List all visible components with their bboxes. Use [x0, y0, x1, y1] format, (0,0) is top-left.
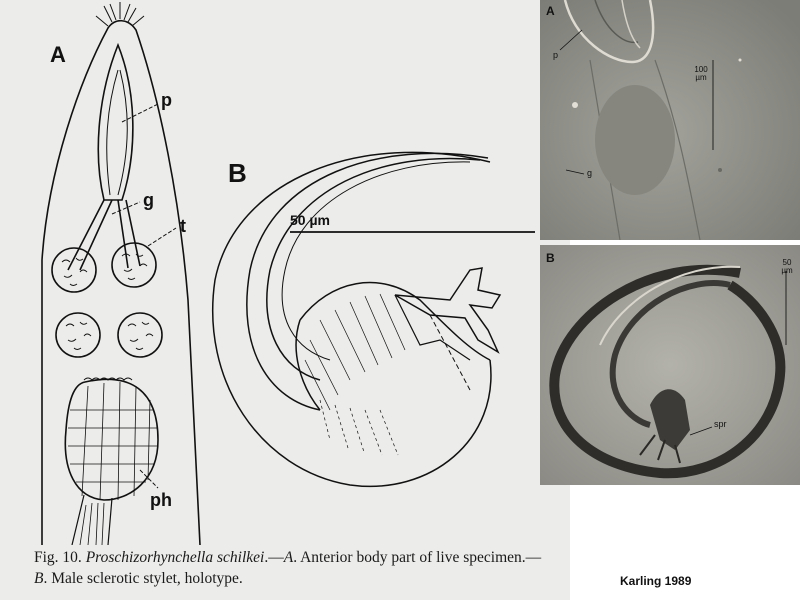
label-p-proboscis: p — [161, 90, 172, 110]
drawing-b-sclerotic-stylet — [213, 152, 535, 486]
micrograph-b-scale-label: 50 µm — [781, 258, 793, 275]
panel-a-label: A — [50, 42, 66, 67]
panel-b-label: B — [228, 158, 247, 188]
label-g-gland: g — [143, 190, 154, 210]
scale-bar-label-b: 50 µm — [290, 212, 330, 228]
micrograph-a-label-p: p — [553, 50, 559, 60]
micrograph-a-image — [540, 0, 800, 240]
micrograph-a — [540, 0, 800, 240]
figure-caption: Fig. 10. Proschizorhynchella schilkei.—A. Anterior body part of live specimen.—B. Male sclerotic stylet, holotype. — [34, 549, 542, 587]
label-t-testis: t — [180, 216, 186, 236]
drawing-a-anterior-body — [42, 2, 200, 545]
micrograph-a-scale-label: 100 µm — [694, 65, 708, 82]
micrograph-a-label: A — [546, 4, 555, 18]
micrograph-b-image — [540, 245, 800, 485]
micrograph-b-label-spr: spr — [714, 419, 727, 429]
caption-species: Proschizorhynchella schilkei — [85, 549, 265, 566]
image-credit: Karling 1989 — [620, 574, 692, 588]
label-ph-pharynx: ph — [150, 490, 172, 510]
micrograph-b-label: B — [546, 251, 555, 265]
micrograph-b — [540, 245, 800, 485]
micrograph-a-label-g: g — [587, 168, 593, 178]
